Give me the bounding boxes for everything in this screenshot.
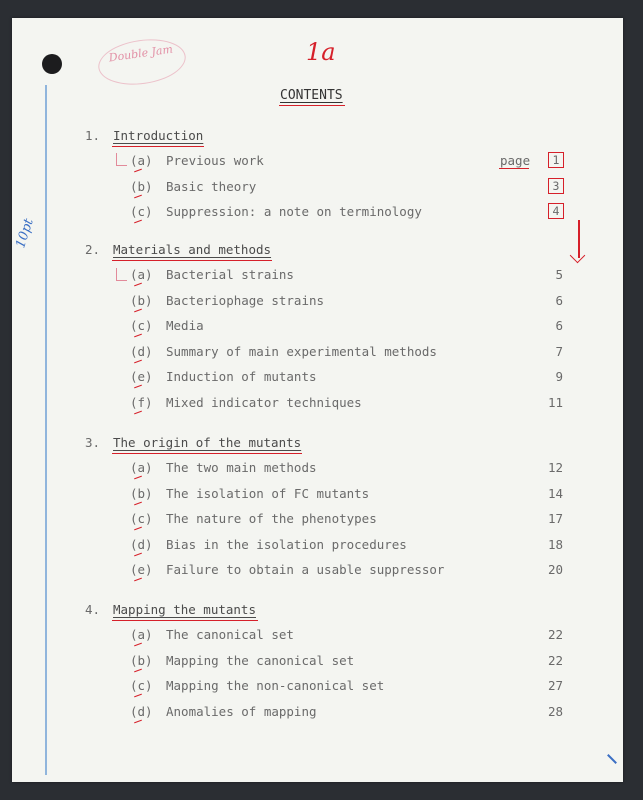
item-page-number: 4 [548, 203, 564, 219]
punch-hole [42, 54, 62, 74]
item-label: The canonical set [166, 627, 294, 642]
item-letter: (c) [130, 678, 153, 693]
section-number: 4. [85, 602, 101, 617]
check-mark [116, 153, 127, 166]
item-label: The two main methods [166, 460, 317, 475]
item-page-number: 5 [555, 267, 563, 282]
item-letter: (e) [130, 369, 153, 384]
margin-line [45, 85, 47, 775]
section-number: 1. [85, 128, 101, 143]
item-page-number: 11 [547, 394, 563, 410]
item-label: The nature of the phenotypes [166, 511, 377, 526]
item-label: Mapping the canonical set [166, 652, 355, 668]
pencil-note-annotation: Double Jam [95, 34, 188, 90]
section-heading: The origin of the mutants [113, 435, 302, 450]
item-page-number: 17 [547, 511, 563, 526]
item-label: Bacteriophage strains [166, 292, 325, 308]
item-page-number: 3 [548, 178, 564, 194]
item-label: Bacterial strains [166, 267, 294, 282]
item-label: Mapping the non-canonical set [166, 678, 385, 693]
item-page-number: 1 [548, 152, 564, 168]
item-page-number: 14 [547, 485, 563, 501]
item-letter: (d) [130, 343, 153, 359]
item-page-number: 27 [547, 678, 563, 693]
item-label: Suppression: a note on terminology [166, 204, 422, 219]
page-title: CONTENTS [280, 88, 343, 103]
section-heading-red-underline [112, 260, 272, 261]
item-letter: (a) [130, 460, 153, 475]
item-label: Basic theory [166, 178, 257, 194]
item-label: Induction of mutants [166, 369, 317, 384]
doc-number-annotation: 1a [306, 38, 336, 66]
item-label: Previous work [166, 153, 264, 168]
item-page-number: 22 [547, 652, 563, 668]
item-page-number: 6 [555, 292, 563, 308]
item-label: The isolation of FC mutants [166, 485, 370, 501]
item-letter: (b) [130, 485, 153, 501]
item-label: Bias in the isolation procedures [166, 536, 407, 552]
page-column-header: page [500, 153, 531, 168]
section-heading: Mapping the mutants [113, 602, 256, 617]
item-page-number: 20 [547, 562, 563, 577]
section-heading-red-underline [112, 453, 302, 454]
item-label: Failure to obtain a usable suppressor [166, 562, 445, 577]
item-letter: (e) [130, 562, 153, 577]
margin-note: 10pt [13, 216, 37, 251]
item-page-number: 18 [547, 536, 563, 552]
check-mark [116, 268, 127, 281]
item-page-number: 28 [547, 703, 563, 719]
item-letter: (a) [130, 267, 153, 282]
section-number: 2. [85, 242, 101, 257]
item-letter: (b) [130, 178, 153, 194]
item-page-number: 9 [555, 369, 563, 384]
section-heading: Materials and methods [113, 242, 272, 257]
section-heading-red-underline [112, 146, 204, 147]
item-label: Summary of main experimental methods [166, 343, 437, 359]
item-letter: (b) [130, 292, 153, 308]
item-label: Anomalies of mapping [166, 703, 317, 719]
item-letter: (b) [130, 652, 153, 668]
item-letter: (a) [130, 153, 153, 168]
page-header-red-underline [499, 168, 529, 169]
item-label: Mixed indicator techniques [166, 394, 362, 410]
section-heading: Introduction [113, 128, 204, 143]
item-letter: (c) [130, 511, 153, 526]
section-heading-red-underline [112, 620, 258, 621]
item-letter: (a) [130, 627, 153, 642]
item-label: Media [166, 318, 204, 333]
item-letter: (d) [130, 703, 153, 719]
item-letter: (c) [130, 318, 153, 333]
item-letter: (f) [130, 394, 153, 410]
item-page-number: 12 [547, 460, 563, 475]
item-letter: (d) [130, 536, 153, 552]
title-red-underline [279, 105, 345, 106]
item-letter: (c) [130, 204, 153, 219]
section-number: 3. [85, 435, 101, 450]
item-page-number: 6 [555, 318, 563, 333]
item-page-number: 22 [547, 627, 563, 642]
item-page-number: 7 [555, 343, 563, 359]
